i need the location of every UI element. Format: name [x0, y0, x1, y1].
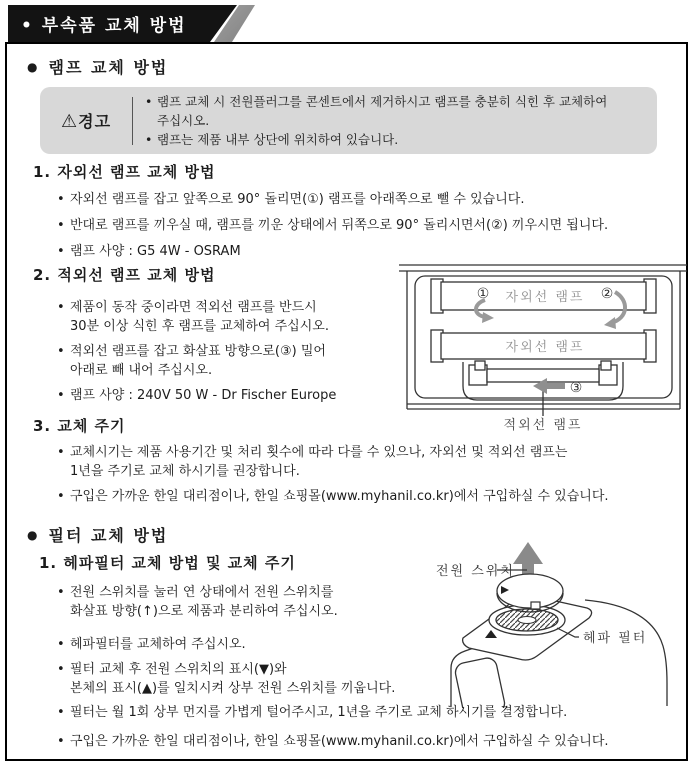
bullet-line: 본체의 표시(▲)를 일치시켜 상부 전원 스위치를 끼웁니다.	[70, 681, 396, 696]
power-switch-label: 전원 스위치	[436, 564, 515, 579]
section-lamp-title	[27, 55, 168, 78]
section-bullet-icon: ●	[27, 59, 40, 74]
warning-item	[145, 92, 607, 130]
warning-text	[133, 92, 607, 149]
page-title: • 부속품 교체 방법	[21, 16, 187, 36]
title-banner	[8, 5, 256, 42]
bullet-item	[57, 732, 677, 751]
bullet-line: 아래로 빼 내어 주십시오.	[70, 363, 213, 378]
power-switch-knob	[497, 574, 563, 612]
bullet-item	[57, 660, 429, 698]
heading-hepa: 1. 헤파필터 교체 방법 및 교체 주기	[39, 554, 296, 572]
cycle-bullet-list	[57, 443, 669, 512]
warning-item	[145, 130, 607, 149]
warning-line: • 램프 교체 시 전원플러그를 콘센트에서 제거하시고 램프를 충분히 식힌 후 교체하여	[157, 94, 608, 109]
bullet-line: • 필터 교체 후 전원 스위치의 표시(▼)와	[70, 662, 287, 677]
heading-cycle: 3. 교체 주기	[33, 417, 126, 435]
hepa-filter-label: 헤파 필터	[583, 631, 648, 646]
section-filter-title-label: 필터 교체 방법	[48, 526, 169, 545]
bullet-item	[57, 242, 669, 261]
warning-label	[40, 109, 132, 132]
bullet-line: • 구입은 가까운 한일 대리점이나, 한일 쇼핑몰(www.myhanil.co.kr)에서 구입하실 수 있습니다.	[70, 734, 609, 749]
bullet-line: • 램프 사양 : 240V 50 W - Dr Fischer Europe	[70, 388, 337, 403]
ir-lamp-label: 적외선 램프	[503, 418, 583, 432]
warning-triangle-icon: ⚠	[60, 111, 79, 132]
bullet-line: • 헤파필터를 교체하여 주십시오.	[70, 637, 246, 652]
filter-diagram	[435, 538, 687, 708]
warning-box	[40, 87, 657, 154]
filter-wide-bullet-list	[57, 703, 677, 761]
bullet-line: • 램프 사양 : G5 4W - OSRAM	[70, 244, 241, 259]
filter-center-hole	[518, 617, 536, 624]
lamp-diagram	[399, 262, 687, 432]
bullet-item	[57, 342, 387, 380]
ir-lamp-bullet-list	[57, 298, 387, 411]
bullet-line: • 교체시기는 제품 사용기간 및 처리 횟수에 따라 다를 수 있으나, 자외선 및 적외선 램프는	[70, 445, 568, 460]
section-lamp-title-label: 램프 교체 방법	[48, 58, 169, 77]
bullet-item	[57, 487, 669, 506]
warning-line: • 램프는 제품 내부 상단에 위치하여 있습니다.	[157, 132, 399, 147]
bullet-line: 화살표 방향(↑)으로 제품과 분리하여 주십시오.	[70, 604, 338, 619]
heading-uv-lamp: 1. 자외선 램프 교체 방법	[33, 163, 216, 181]
bullet-item	[57, 443, 669, 481]
bullet-item	[57, 583, 429, 621]
bullet-item	[57, 216, 669, 235]
uv-lamp-bullet-list	[57, 190, 669, 268]
warning-label-text: 경고	[78, 112, 112, 131]
section-bullet-icon: ●	[27, 527, 40, 542]
step-2-marker: ②	[600, 286, 614, 302]
step-1-marker: ①	[476, 286, 490, 302]
bullet-line: • 적외선 램프를 잡고 화살표 방향으로(③) 밀어	[70, 344, 326, 359]
bullet-line: 1년을 주기로 교체 하시기를 권장합니다.	[70, 464, 300, 479]
hepa-bullet-list	[57, 583, 429, 704]
section-filter-title	[27, 523, 168, 546]
bullet-line: • 전원 스위치를 눌러 연 상태에서 전원 스위치를	[70, 585, 334, 600]
uv-lamp-top-label: 자외선 램프	[505, 290, 585, 305]
warning-line: 주십시오.	[157, 113, 210, 128]
bullet-line: • 제품이 동작 중이라면 적외선 램프를 반드시	[70, 300, 317, 315]
bullet-line: • 자외선 램프를 잡고 앞쪽으로 90° 돌리면(①) 램프를 아래쪽으로 뺄 수 있습니다.	[70, 192, 525, 207]
bullet-item	[57, 298, 387, 336]
bullet-item	[57, 190, 669, 209]
bullet-line: 30분 이상 식힌 후 램프를 교체하여 주십시오.	[70, 319, 329, 334]
uv-lamp-bottom-label: 자외선 램프	[505, 340, 585, 355]
step-3-marker: ③	[569, 380, 583, 396]
bullet-item	[57, 703, 677, 722]
bullet-line: • 구입은 가까운 한일 대리점이나, 한일 쇼핑몰(www.myhanil.co.kr)에서 구입하실 수 있습니다.	[70, 489, 609, 504]
bullet-line: • 반대로 램프를 끼우실 때, 램프를 끼운 상태에서 뒤쪽으로 90° 돌리시면서(②) 끼우시면 됩니다.	[70, 218, 609, 233]
bullet-item	[57, 386, 387, 405]
bullet-item	[57, 635, 429, 654]
bullet-line: • 필터는 월 1회 상부 먼지를 가볍게 털어주시고, 1년을 주기로 교체 하시기를 결정합니다.	[70, 705, 568, 720]
heading-ir-lamp: 2. 적외선 램프 교체 방법	[33, 266, 216, 284]
